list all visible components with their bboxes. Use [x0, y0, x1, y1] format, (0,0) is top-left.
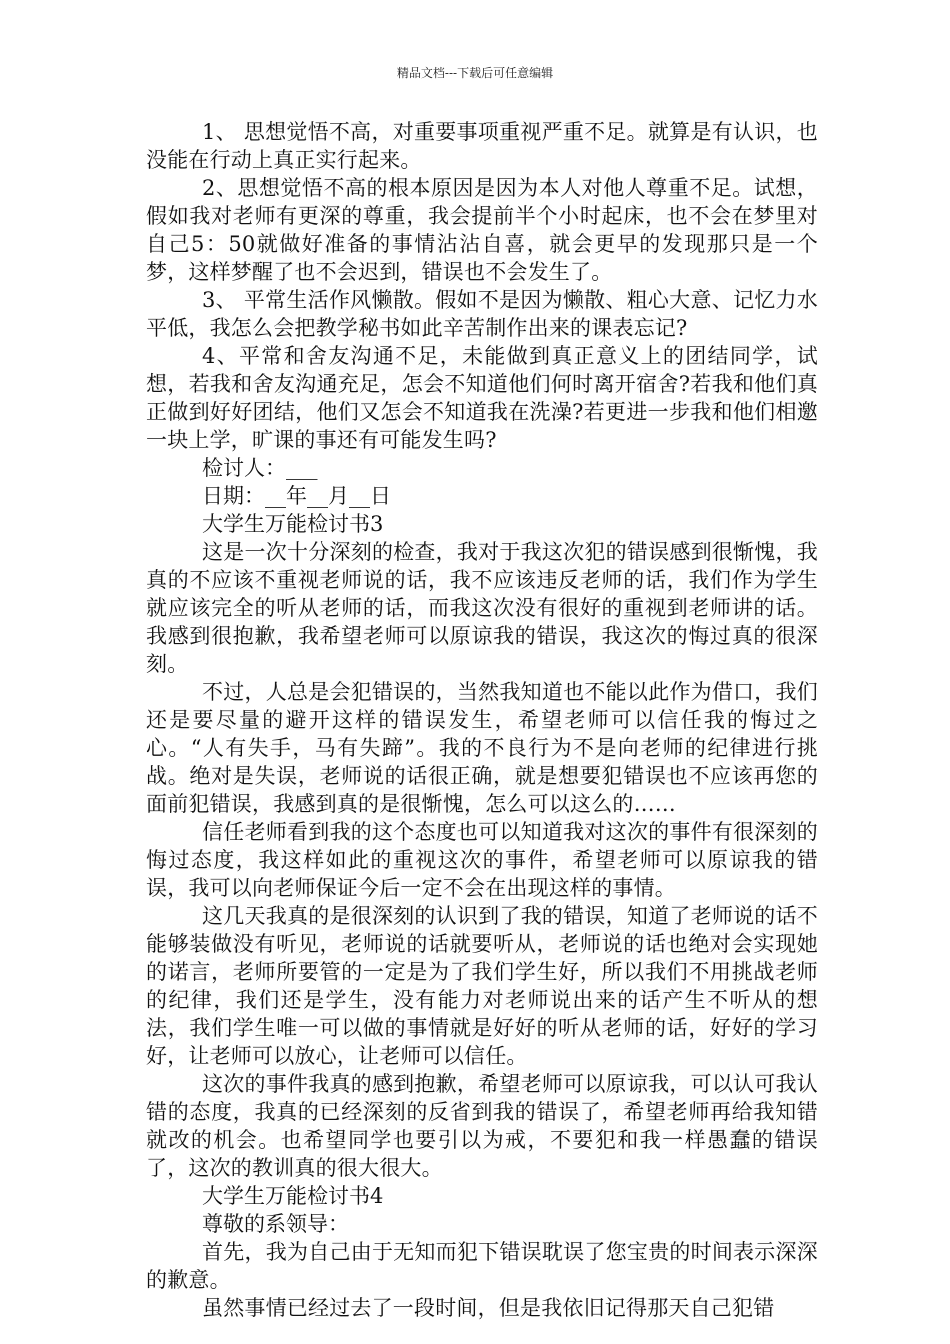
date-line: 日期：__年__月__日 — [202, 484, 391, 508]
paragraph: 这次的事件我真的感到抱歉，希望老师可以原谅我，可以认可我认错的态度，我真的已经深刻的反省到我的错误了，希望老师再给我知错就改的机会。也希望同学也要引以为戒，不要犯和我一样愚蠢的错误了，这次的教训真的很大很大。 — [146, 1072, 818, 1180]
paragraph: 这是一次十分深刻的检查，我对于我这次犯的错误感到很惭愧，我真的不应该不重视老师说的话，我不应该违反老师的话，我们作为学生就应该完全的听从老师的话，而我这次没有很好的重视到老师讲的话。我感到很抱歉，我希望老师可以原谅我的错误，我这次的悔过真的很深刻。 — [146, 540, 818, 676]
paragraph: 2、思想觉悟不高的根本原因是因为本人对他人尊重不足。试想，假如我对老师有更深的尊重，我会提前半个小时起床，也不会在梦里对自己5：50就做好准备的事情沾沾自喜，就会更早的发现那只是一个梦，这样梦醒了也不会迟到，错误也不会发生了。 — [146, 176, 818, 284]
paragraph: 信任老师看到我的这个态度也可以知道我对这次的事件有很深刻的悔过态度，我这样如此的重视这次的事件，希望老师可以原谅我的错误，我可以向老师保证今后一定不会在出现这样的事情。 — [146, 820, 818, 900]
paragraph: 不过，人总是会犯错误的，当然我知道也不能以此作为借口，我们还是要尽量的避开这样的错误发生，希望老师可以信任我的悔过之心。“人有失手，马有失蹄”。我的不良行为不是向老师的纪律进行挑战。绝对是失误，老师说的话很正确，就是想要犯错误也不应该再您的面前犯错误，我感到真的是很惭愧，怎么可以这么的…… — [146, 680, 818, 816]
salutation: 尊敬的系领导： — [202, 1212, 349, 1236]
signature-line: 检讨人：___ — [202, 456, 318, 480]
paragraph: 4、平常和舍友沟通不足，未能做到真正意义上的团结同学，试想，若我和舍友沟通充足，怎会不知道他们何时离开宿舍?若我和他们真正做到好好团结，他们又怎会不知道我在洗澡?若更进一步我和他们相邀一块上学，旷课的事还有可能发生吗? — [146, 344, 818, 452]
paragraph: 首先，我为自己由于无知而犯下错误耽误了您宝贵的时间表示深深的歉意。 — [146, 1240, 818, 1292]
paragraph: 1、 思想觉悟不高，对重要事项重视严重不足。就算是有认识，也没能在行动上真正实行起来。 — [146, 120, 818, 172]
section-title: 大学生万能检讨书3 — [202, 512, 384, 536]
section-title: 大学生万能检讨书4 — [202, 1184, 384, 1208]
paragraph: 3、 平常生活作风懒散。假如不是因为懒散、粗心大意、记忆力水平低，我怎么会把教学秘书如此辛苦制作出来的课表忘记? — [146, 288, 818, 340]
paragraph: 这几天我真的是很深刻的认识到了我的错误，知道了老师说的话不能够装做没有听见，老师说的话就要听从，老师说的话也绝对会实现她的诺言，老师所要管的一定是为了我们学生好，所以我们不用挑战老师的纪律，我们还是学生，没有能力对老师说出来的话产生不听从的想法，我们学生唯一可以做的事情就是好好的听从老师的话，好好的学习好，让老师可以放心，让老师可以信任。 — [146, 904, 818, 1068]
paragraph: 虽然事情已经过去了一段时间，但是我依旧记得那天自己犯错 — [202, 1296, 775, 1320]
page-header: 精品文档---下载后可任意编辑 — [396, 66, 554, 80]
document-body — [146, 118, 818, 1322]
